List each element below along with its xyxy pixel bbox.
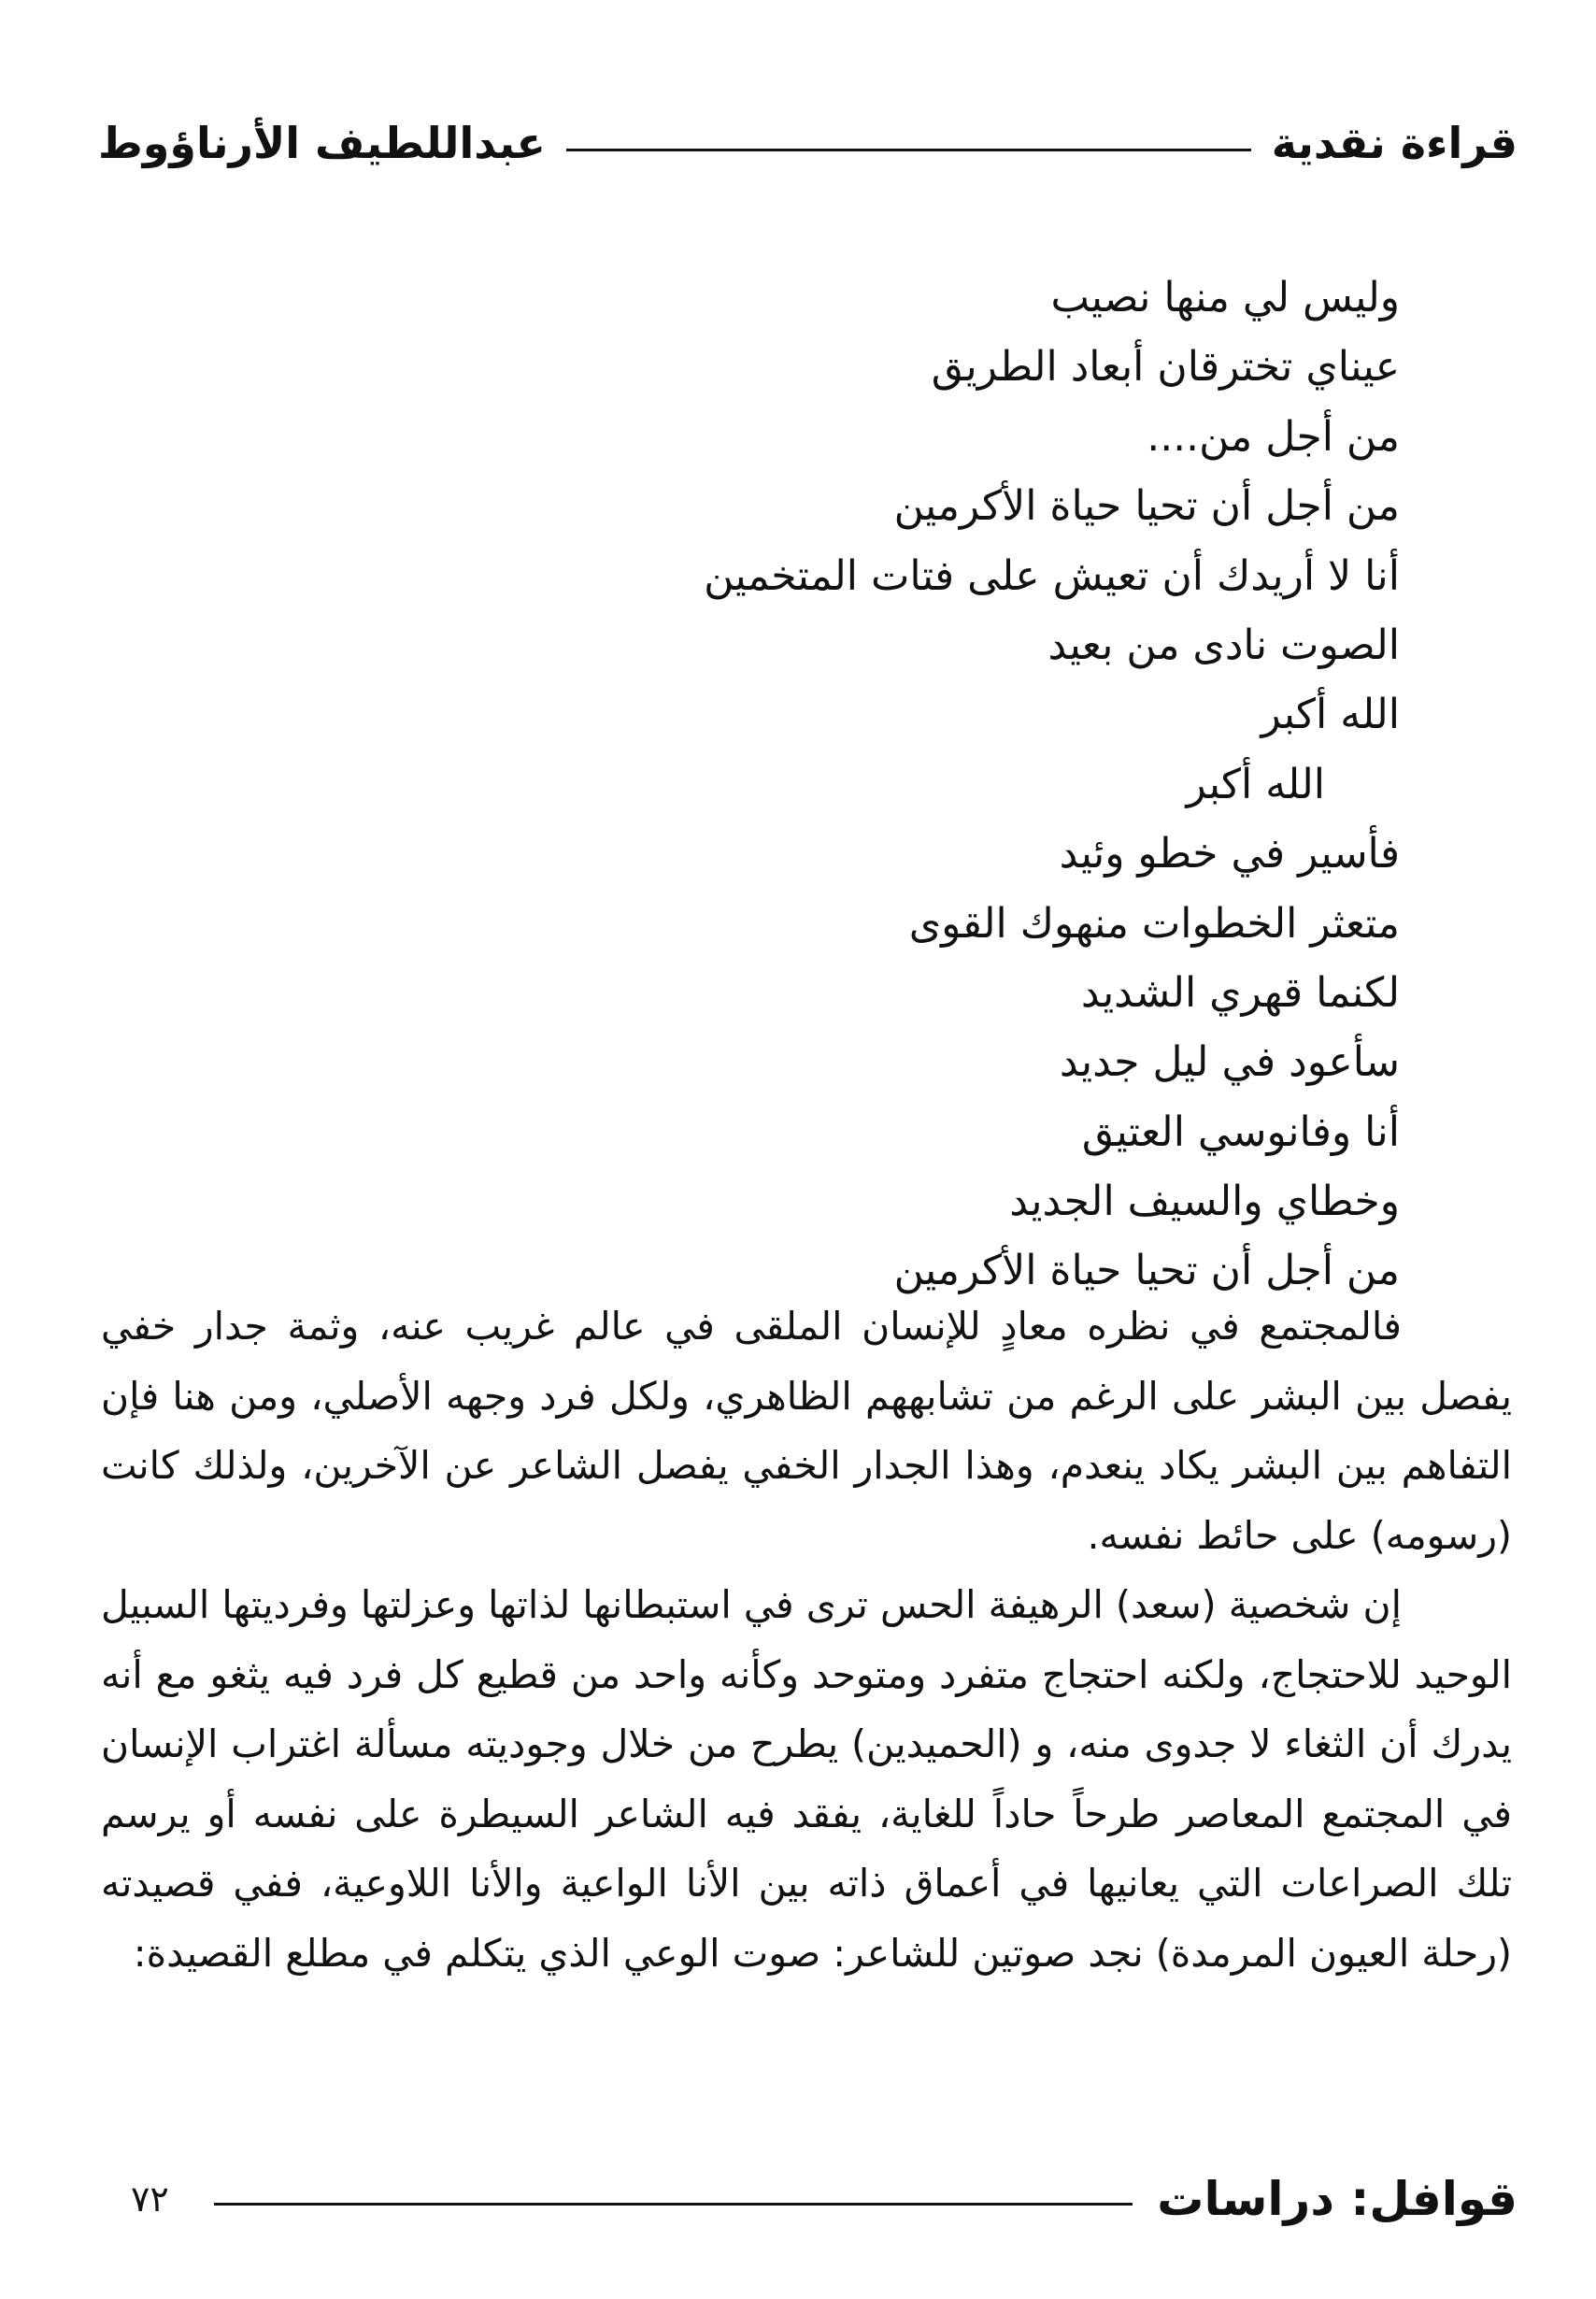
- poem-line: من أجل من....: [1147, 412, 1400, 461]
- running-footer: [131, 2166, 1518, 2232]
- footer-rule: [214, 2203, 1133, 2206]
- poem-line: وخطاي والسيف الجديد: [1009, 1178, 1400, 1226]
- author-name: عبداللطيف الأرناؤوط: [98, 118, 546, 168]
- prose-block: [101, 1292, 1512, 1988]
- poem-line: لكنما قهري الشديد: [1080, 968, 1400, 1017]
- running-header: [98, 110, 1518, 176]
- journal-title: قوافل: دراسات: [1157, 2172, 1518, 2226]
- poem-line-indented: الله أكبر: [1186, 760, 1325, 808]
- poem-line: أنا وفانوسي العتيق: [1081, 1107, 1400, 1156]
- header-rule: [566, 149, 1251, 151]
- poem-line: أنا لا أريدك أن تعيش على فتات المتخمين: [704, 551, 1400, 600]
- paragraph: فالمجتمع في نظره معادٍ للإنسان الملقى في عالم غريب عنه، وثمة جدار خفي يفصل بين البشر على الرغم من تشابههم الظاهري، ولكل فرد وجهه الأصلي، ومن هنا فإن التفاهم بين البشر يكاد ينعدم، وهذا الجدار الخفي يفصل الشاعر عن الآخرين، ولذلك كانت (رسومه) على حائط نفسه.: [101, 1304, 1512, 1558]
- page-number: ٧٢: [131, 2178, 169, 2220]
- poem-line: عيناي تخترقان أبعاد الطريق: [931, 343, 1400, 392]
- poem-line: من أجل أن تحيا حياة الأكرمين: [893, 482, 1400, 531]
- poem-block: [465, 264, 1400, 1307]
- poem-line: سأعود في ليل جديد: [1059, 1038, 1400, 1087]
- poem-line: وليس لي منها نصيب: [1050, 274, 1400, 321]
- poem-line: فأسير في خطو وئيد: [1059, 830, 1400, 878]
- paragraph: إن شخصية (سعد) الرهيفة الحس ترى في استبطانها لذاتها وعزلتها وفرديتها السبيل الوحيد للاحتجاج، ولكنه احتجاج متفرد ومتوحد وكأنه واحد من قطيع كل فرد فيه يثغو مع أنه يدرك أن الثغاء لا جدوى منه، و (الحميدين) يطرح من خلال وجوديته مسألة اغتراب الإنسان في المجتمع المعاصر طرحاً حاداً للغاية، يفقد فيه الشاعر السيطرة على نفسه أو يرسم تلك الصراعات التي يعانيها في أعماق ذاته بين الأنا الواعية والأنا اللاوعية، ففي قصيدته (رحلة العيون المرمدة) نجد صوتين للشاعر: صوت الوعي الذي يتكلم في مطلع القصيدة:: [101, 1582, 1512, 1976]
- poem-line: الصوت نادى من بعيد: [1047, 621, 1400, 669]
- poem-line: الله أكبر: [1261, 691, 1400, 739]
- poem-line: متعثر الخطوات منهوك القوى: [908, 899, 1400, 948]
- poem-line: من أجل أن تحيا حياة الأكرمين: [893, 1247, 1400, 1295]
- section-title: قراءة نقدية: [1271, 118, 1518, 168]
